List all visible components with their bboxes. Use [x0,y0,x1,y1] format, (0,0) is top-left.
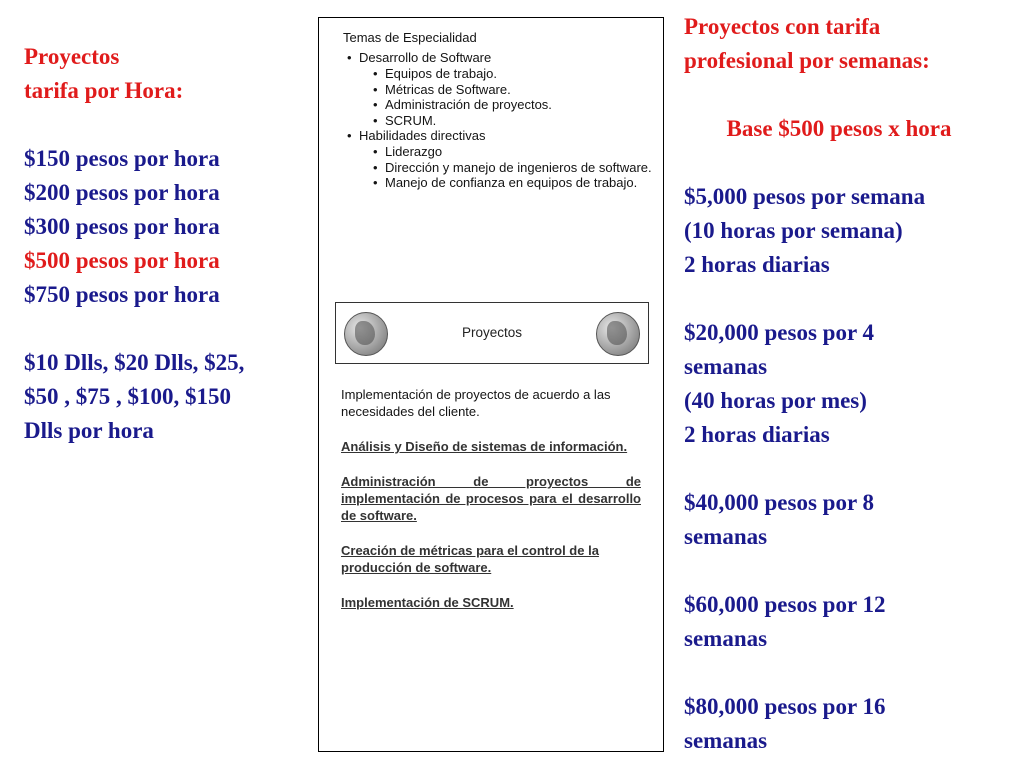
rate-200: $200 pesos por hora [24,180,220,205]
spacer [684,554,1014,588]
projects-banner [335,302,649,364]
plan-2-line1: $20,000 pesos por 4 [684,320,874,345]
usd-rates [24,346,314,448]
plan-5-line1: $80,000 pesos por 16 [684,694,886,719]
hourly-title-line1: Proyectos [24,44,120,69]
bullet-icon: • [373,144,378,159]
usd-rates-line2: $50 , $75 , $100, $150 [24,384,231,409]
spacer [684,452,1014,486]
sublist [373,66,653,128]
bullet-icon: • [373,112,378,128]
usd-rates-line3: Dlls por hora [24,418,154,443]
specialties-list [343,50,653,191]
group-label: Habilidades directivas [359,128,486,143]
project-item: Creación de métricas para el control de la producción de software. [341,543,599,575]
group-management [343,128,653,191]
banner-label: Proyectos [461,325,523,340]
project-item: Implementación de SCRUM. [341,595,514,610]
base-rate: Base $500 pesos x hora [726,116,952,141]
spacer [24,108,314,142]
group-software [343,50,653,128]
rate-300: $300 pesos por hora [24,214,220,239]
bullet-icon: • [347,50,352,65]
list-item [373,113,653,129]
list-item [373,82,653,98]
plan-5-line2: semanas [684,728,768,753]
project-item: Análisis y Diseño de sistemas de información. [341,439,628,454]
project-item: Administración de proyectos de implementación de procesos para el desarrollo de software. [341,474,641,523]
list-item-text: Dirección y manejo de ingenieros de software. [385,159,652,175]
bullet-icon: • [373,97,378,112]
list-item-text: Métricas de Software. [385,81,511,97]
specialties-title: Temas de Especialidad [343,30,477,45]
list-item [373,66,653,82]
weekly-rates-section [684,10,1014,758]
spacer [684,146,1014,180]
list-item-text: SCRUM. [385,112,437,128]
plan-2-line2: semanas [684,354,768,379]
services-document [318,17,664,752]
usd-rates-line1: $10 Dlls, $20 Dlls, $25, [24,350,245,375]
weekly-title-line1: Proyectos con tarifa [684,14,881,39]
spacer [684,282,1014,316]
weekly-title-line2: profesional por semanas: [684,48,930,73]
plan-1-line3: 2 horas diarias [684,252,830,277]
list-item-text: Liderazgo [385,144,443,159]
projects-text [341,386,641,629]
list-item [373,175,653,191]
bullet-icon: • [373,159,378,175]
plan-2-line4: 2 horas diarias [684,422,830,447]
list-item [373,160,653,176]
rate-150: $150 pesos por hora [24,146,220,171]
globe-icon [596,312,640,356]
list-item-text: Manejo de confianza en equipos de trabajo. [385,175,638,190]
plan-1-line1: $5,000 pesos por semana [684,184,926,209]
plan-3-line1: $40,000 pesos por 8 [684,490,874,515]
group-label: Desarrollo de Software [359,50,492,65]
rate-750: $750 pesos por hora [24,282,220,307]
plan-1-line2: (10 horas por semana) [684,218,903,243]
projects-intro: Implementación de proyectos de acuerdo a las necesidades del cliente. [341,387,611,419]
rate-500: $500 pesos por hora [24,248,220,273]
list-item [373,97,653,113]
bullet-icon: • [373,66,378,81]
hourly-rates-section [24,40,314,448]
sublist [373,144,653,191]
spacer [684,656,1014,690]
plan-2-line3: (40 horas por mes) [684,388,867,413]
plan-3-line2: semanas [684,524,768,549]
list-item [373,144,653,160]
bullet-icon: • [373,175,378,190]
list-item-text: Equipos de trabajo. [385,66,498,81]
plan-4-line2: semanas [684,626,768,651]
bullet-icon: • [373,81,378,97]
spacer [684,78,1014,112]
bullet-icon: • [347,128,352,143]
hourly-title-line2: tarifa por Hora: [24,78,184,103]
plan-4-line1: $60,000 pesos por 12 [684,592,886,617]
list-item-text: Administración de proyectos. [385,97,552,112]
